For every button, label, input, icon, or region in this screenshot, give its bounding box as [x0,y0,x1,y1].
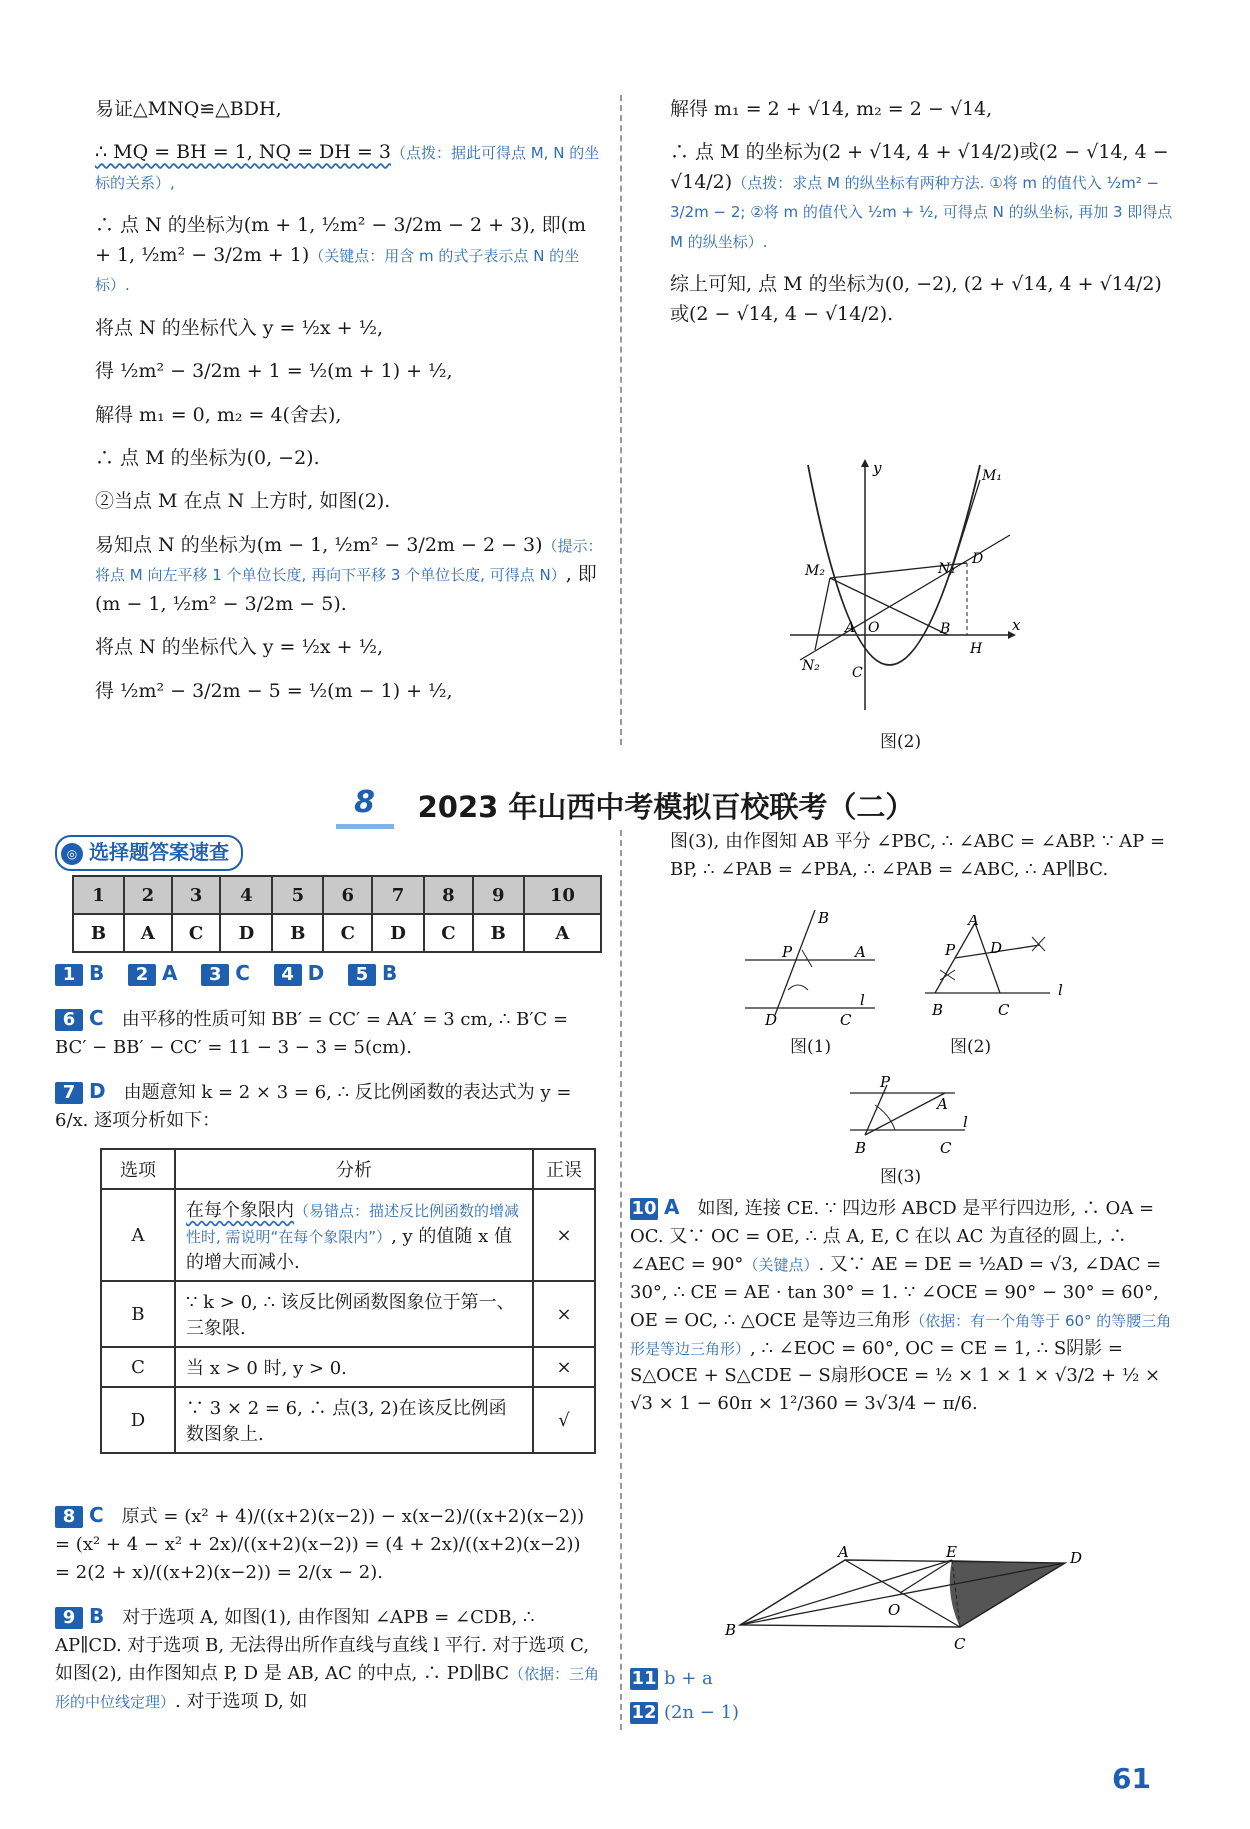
question-9-continued: 图(3), 由作图知 AB 平分 ∠PBC, ∴ ∠ABC = ∠ABP. ∵ AP = BP, ∴ ∠PAB = ∠PBA, ∴ ∠PAB = ∠ABC, ∴ AP∥BC. [670,831,1166,880]
label-l: l [1058,981,1063,999]
label-m2: M₂ [805,563,825,579]
verdict-cell: × [533,1189,595,1281]
answer-letter: C [172,914,221,952]
label-b: B [940,621,951,637]
answer-number: 6 [323,876,372,914]
question-number: 7 [55,1082,83,1104]
question-11 [630,1665,1030,1693]
answer-letter: B [272,914,323,952]
option-cell: C [101,1347,175,1387]
question-number: 12 [631,1701,657,1723]
left-top-column [95,95,605,720]
answer-number: 9 [473,876,524,914]
question-7 [55,1076,600,1135]
text-line [670,138,1180,256]
text-line: 得 ½m² − 3/2m − 5 = ½(m − 1) + ½, [95,679,453,702]
text-line: 解得 m₁ = 2 + √14, m₂ = 2 − √14, [670,98,993,120]
line-ac [975,923,1003,993]
construction-figure-1 [740,905,880,1025]
hint-note: （依据：三角形的中位线定理） [55,1664,599,1711]
text-line: ∴ 点 N 的坐标为(m + 1, ½m² − 3/2m − 2 + 3), 即(m + 1, ½m² − 3/2m + 1) [95,214,587,266]
question-number: 9 [55,1607,83,1629]
question-number: 5 [348,964,376,986]
question-answer: (2n − 1) [664,1701,740,1723]
column-header: 选项 [101,1149,175,1189]
column-divider [620,830,622,1730]
section-heading [0,782,1250,832]
analysis-row [101,1387,595,1453]
label-p: P [945,941,956,959]
answer-letter: B [73,914,124,952]
speed-check-title: 选择题答案速查 [89,840,229,864]
figure-caption: 图(3) [880,1167,922,1187]
question-number: 8 [55,1506,83,1528]
label-a: A [937,1095,948,1113]
question-number: 6 [55,1009,83,1031]
shaded-region [950,1560,1065,1627]
question-answer: D [89,1078,106,1103]
question-number: 1 [55,964,83,986]
segment-be [740,1560,952,1625]
hint-note: （关键点：用含 m 的式子表示点 N 的坐标）. [95,246,580,295]
label-d: D [972,551,984,567]
column-divider [620,95,622,745]
question-number: 4 [274,964,302,986]
answer-number: 3 [172,876,221,914]
line-m2-n2 [815,578,830,650]
question-answer: B [381,961,398,985]
question-8 [55,1500,600,1587]
analysis-cell: ∵ k > 0, ∴ 该反比例函数图象位于第一、三象限. [175,1281,533,1347]
left-lower-column [55,1500,600,1729]
analysis-text: , y 的值随 x 值的增大而减小. [186,1226,513,1273]
right-top-column [670,95,1180,343]
answer-number: 5 [272,876,323,914]
label-n1: N₁ [938,561,956,577]
label-c: C [852,665,863,681]
question-text: 由题意知 k = 2 × 3 = 6, ∴ 反比例函数的表达式为 y = 6/x. 逐项分析如下： [55,1081,572,1131]
figure-caption: 图(2) [880,732,922,752]
question-text: 原式 = (x² + 4)/((x+2)(x−2)) − x(x−2)/((x+2)(x−2)) = (x² + 4 − x² + 2x)/((x+2)(x−2)) = (4 + 2x)/((x+2)(x−2)) = 2(2 + x)/((x+2)(x−2)) = 2/(x − 2). [55,1506,585,1583]
answer-letter: C [323,914,372,952]
analysis-header-row [101,1149,595,1189]
question-answer: C [235,961,250,985]
question-answer: C [89,1006,104,1030]
label-d: D [765,1011,778,1025]
question-number: 11 [631,1668,657,1689]
arc-mark [875,1105,895,1130]
label-a: A [855,943,866,961]
text-line [95,138,605,197]
figure-caption: 图(1) [790,1037,832,1057]
question-9 [55,1601,600,1716]
question-6 [55,1003,600,1062]
label-a: A [968,915,979,929]
section-title: 2023 年山西中考模拟百校联考（二） [417,790,915,824]
label-y: y [873,459,882,477]
label-o: O [888,1601,901,1619]
fill-in-answers [630,1665,1030,1727]
question-text: . 对于选项 D, 如 [175,1690,308,1712]
cross-mark [1032,937,1045,951]
question-text: 对于选项 A, 如图(1), 由作图知 ∠APB = ∠CDB, ∴ AP∥CD. 对于选项 B, 无法得出所作直线与直线 l 平行. 对于选项 C, 如图(2), 由作图知点 P, D 是 AB, AC 的中点, ∴ PD∥BC [55,1606,590,1684]
question-answer: C [89,1503,104,1527]
question-answer: A [161,961,178,985]
question-number: 10 [631,1198,657,1219]
text-line: ②当点 M 在点 N 上方时, 如图(2). [95,490,391,513]
answer-letter: D [372,914,424,952]
answer-letter: A [124,914,172,952]
hint-note: （提示：将点 M 向左平移 1 个单位长度, 再向下平移 3 个单位长度, 可得点 N） [95,536,603,585]
label-c: C [998,1001,1010,1019]
label-d: D [1070,1549,1083,1567]
left-bottom-column [55,958,600,1149]
segment-oe [900,1560,952,1593]
label-c: C [840,1011,852,1025]
label-a: A [845,620,856,636]
question-answer: B [89,961,105,985]
verdict-cell: √ [533,1387,595,1453]
answer-number: 1 [73,876,124,914]
label-m1: M₁ [982,468,1002,484]
hint-note: （依据：有一个角等于 60° 的等腰三角形是等边三角形） [630,1311,1172,1358]
text-line [95,211,605,299]
question-number: 3 [201,964,229,986]
column-header: 正误 [533,1149,595,1189]
question-answer: B [89,1603,105,1628]
label-c: C [940,1139,952,1155]
analysis-cell [175,1189,533,1281]
question-text: , ∴ ∠EOC = 60°, OC = CE = 1, ∴ S阴影 = S△OCE + S△CDE − S扇形OCE = ½ × 1 × 1 × √3/2 + ½ × √3 × 1 − 60π × 1²/360 = 3√3/4 − π/6. [630,1337,1161,1415]
key-phrase: 在每个象限内 [186,1200,294,1221]
answer-number: 7 [372,876,424,914]
right-lower-column [630,1192,1185,1432]
figure-caption: 图(2) [950,1037,992,1057]
hint-note: （易错点：描述反比例函数的增减性时, 需说明“在每个象限内”） [186,1202,520,1246]
verdict-cell: × [533,1281,595,1347]
question-12 [630,1699,1030,1727]
label-o: O [868,620,880,636]
headphone-icon: ◎ [61,843,83,865]
answer-number: 2 [124,876,172,914]
option-cell: B [101,1281,175,1347]
text-line: 得 ½m² − 3/2m + 1 = ½(m + 1) + ½, [95,360,453,383]
arc-mark [788,985,808,990]
answer-letter-row [73,914,601,952]
label-b: B [932,1001,944,1019]
label-b: B [855,1139,867,1155]
y-axis-arrow [861,459,869,467]
text-line: 易证△MNQ≌△BDH, [95,98,282,120]
page-number: 61 [1112,1762,1151,1795]
label-n2: N₂ [802,658,820,674]
label-c: C [954,1635,966,1653]
column-header: 分析 [175,1149,533,1189]
analysis-cell: 当 x > 0 时, y > 0. [175,1347,533,1387]
answer-table [72,875,602,953]
analysis-table [100,1148,596,1454]
label-x: x [1012,616,1021,634]
answer-letter: D [220,914,272,952]
hint-note: （点拨：求点 M 的纵坐标有两种方法. ①将 m 的值代入 ½m² − 3/2m − 2; ②将 m 的值代入 ½m + ½, 可得点 N 的纵坐标, 再加 3 即得点 M 的纵坐标）. [670,173,1173,251]
text-line: , 即(m − 1, ½m² − 3/2m − 5). [95,563,597,615]
text-line: 易知点 N 的坐标为(m − 1, ½m² − 3/2m − 2 − 3) [95,533,543,556]
question-text: 如图, 连接 CE. ∵ 四边形 ABCD 是平行四边形, ∴ OA = OC. 又∵ OC = OE, ∴ 点 A, E, C 在以 AC 为直径的圆上, ∴ ∠AEC = 90° [630,1198,1155,1275]
label-d: D [990,939,1003,957]
arc-mark [802,950,812,967]
line-ba [865,1093,945,1135]
parabola-figure [780,455,1030,725]
key-equation: ∴ MQ = BH = 1, NQ = DH = 3 [95,141,391,164]
question-text: . 又∵ AE = DE = ½AD = √3, ∠DAC = 30°, ∴ CE = AE · tan 30° = 1. ∵ ∠OCE = 90° − 30° = 60°, OE = OC, ∴ △OCE 是等边三角形 [630,1253,1162,1331]
right-mid-column [670,828,1185,898]
answer-speed-check-label [55,835,243,871]
question-text: 由平移的性质可知 BB′ = CC′ = AA′ = 3 cm, ∴ B′C = BC′ − BB′ − CC′ = 11 − 3 − 3 = 5(cm). [55,1009,569,1058]
text-line [95,531,605,619]
text-line: 将点 N 的坐标代入 y = ½x + ½, [95,316,384,339]
question-number: 2 [128,964,156,986]
text-line: ∴ 点 M 的坐标为(2 + √14, 4 + √14/2)或(2 − √14, 4 − √14/2) [670,141,1169,193]
question-answer: D [307,961,325,985]
question-answer: b + a [664,1668,713,1689]
text-line: 解得 m₁ = 0, m₂ = 4(舍去), [95,403,342,426]
answer-letter: B [473,914,524,952]
label-l: l [860,991,865,1009]
label-l: l [963,1113,968,1131]
text-line: ∴ 点 M 的坐标为(0, −2). [95,446,320,469]
label-p: P [880,1075,891,1091]
label-h: H [970,641,983,657]
answer-number: 8 [424,876,473,914]
label-a: A [838,1545,849,1561]
hint-note: （点拨：据此可得点 M, N 的坐标的关系）, [95,144,600,192]
parallelogram-figure [720,1545,1090,1655]
text-line: 综上可知, 点 M 的坐标为(0, −2), (2 + √14, 4 + √14/2)或(2 − √14, 4 − √14/2). [670,273,1162,325]
answer-number-row [73,876,601,914]
hint-note: （关键点） [743,1255,819,1274]
label-b: B [725,1621,737,1639]
answer-letter: C [424,914,473,952]
construction-figure-2 [920,915,1070,1025]
verdict-cell: × [533,1347,595,1387]
construction-figure-3 [845,1075,975,1155]
quick-answers [55,958,600,989]
label-e: E [946,1545,957,1561]
analysis-row [101,1347,595,1387]
question-answer: A [664,1195,680,1219]
option-cell: A [101,1189,175,1281]
question-10 [630,1192,1185,1418]
option-cell: D [101,1387,175,1453]
section-number: 8 [336,782,394,829]
analysis-cell: ∵ 3 × 2 = 6, ∴ 点(3, 2)在该反比例函数图象上. [175,1387,533,1453]
analysis-row [101,1189,595,1281]
analysis-row [101,1281,595,1347]
label-b: B [818,909,830,927]
answer-letter: A [524,914,601,952]
label-p: P [782,943,793,961]
answer-number: 10 [524,876,601,914]
answer-number: 4 [220,876,272,914]
text-line: 将点 N 的坐标代入 y = ½x + ½, [95,636,384,659]
